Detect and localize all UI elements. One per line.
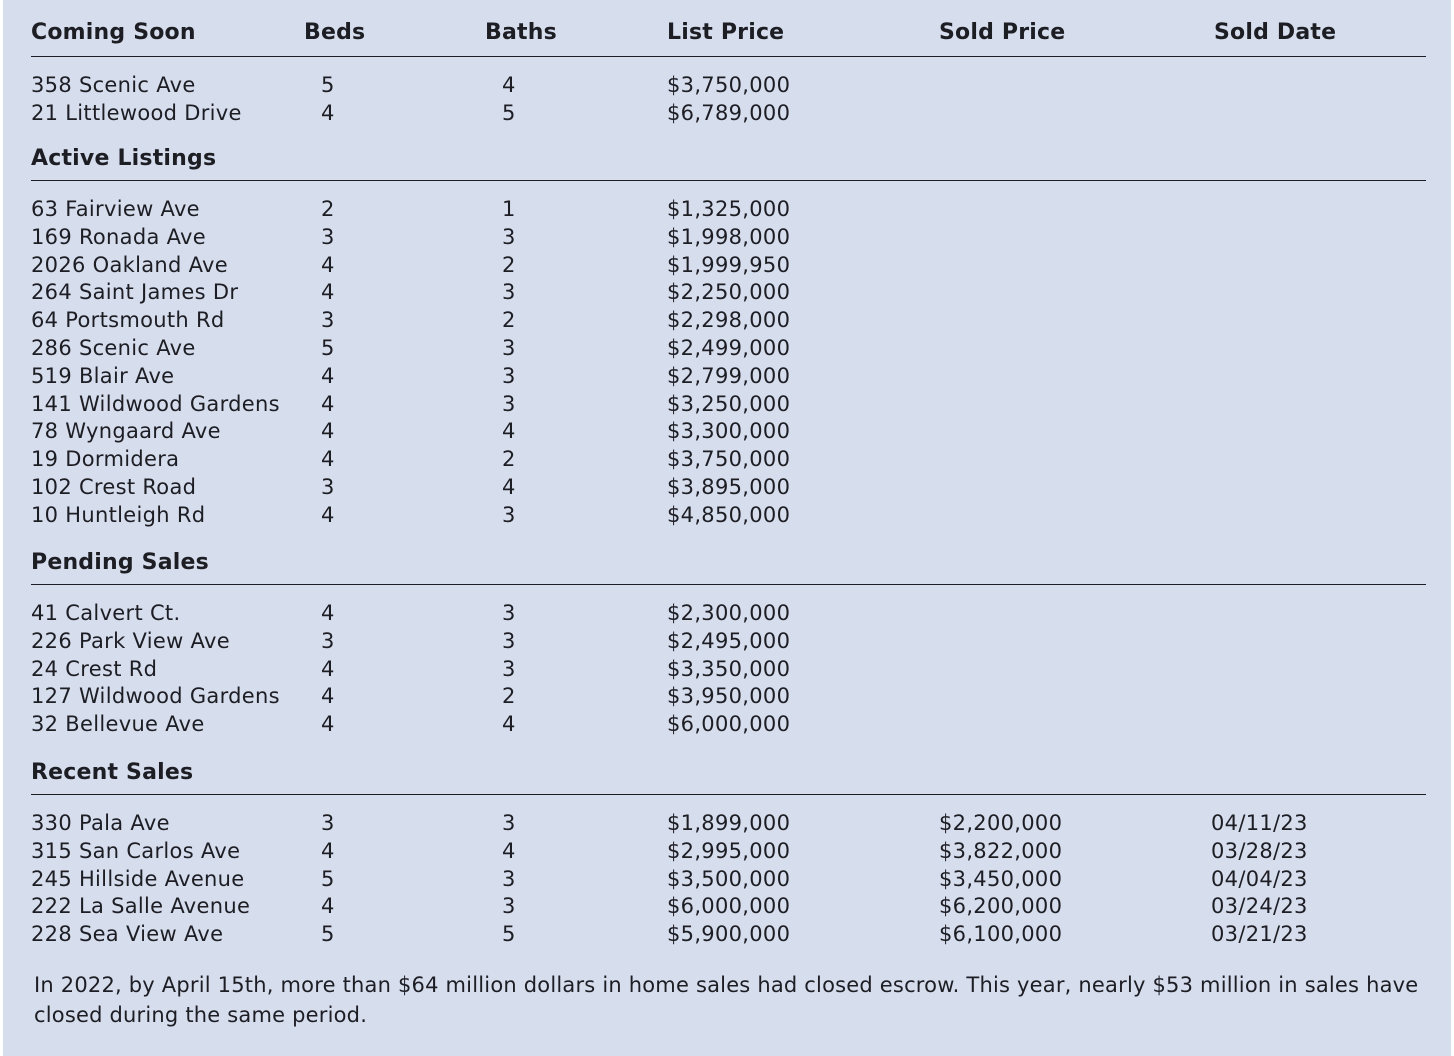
baths: 3 — [502, 628, 516, 653]
beds: 4 — [321, 502, 335, 527]
address: 21 Littlewood Drive — [31, 100, 242, 125]
address: 41 Calvert Ct. — [31, 601, 181, 625]
list-price: $3,300,000 — [667, 419, 791, 444]
section-pending-sales — [31, 548, 1426, 737]
list-price: $3,950,000 — [667, 684, 791, 709]
baths: 2 — [502, 684, 516, 709]
beds: 3 — [321, 628, 335, 653]
address: 78 Wyngaard Ave — [31, 419, 221, 444]
beds: 4 — [321, 712, 335, 737]
table-row — [31, 913, 1426, 947]
sold-price: $3,450,000 — [939, 866, 1063, 891]
table-row — [31, 620, 1426, 653]
list-price: $2,250,000 — [667, 280, 791, 305]
section-header — [31, 144, 1426, 181]
table-row — [31, 271, 1426, 305]
baths: 3 — [502, 280, 516, 305]
section-title: Pending Sales — [31, 550, 209, 575]
baths: 5 — [502, 922, 516, 947]
beds: 4 — [321, 363, 335, 388]
list-price: $3,500,000 — [667, 866, 791, 891]
column-header-list-price: List Price — [667, 20, 785, 45]
beds: 5 — [321, 73, 335, 97]
beds: 4 — [321, 838, 335, 863]
address: 24 Crest Rd — [31, 656, 158, 681]
section-title: Active Listings — [31, 146, 217, 171]
sold-price: $6,200,000 — [939, 894, 1063, 919]
baths: 3 — [502, 866, 516, 891]
beds: 4 — [321, 280, 335, 305]
address: 102 Crest Road — [31, 474, 197, 499]
address: 32 Bellevue Ave — [31, 712, 205, 737]
address: 226 Park View Ave — [31, 628, 230, 653]
baths: 3 — [502, 601, 516, 625]
sold-date: 03/24/23 — [1211, 894, 1308, 919]
baths: 3 — [502, 502, 516, 527]
table-row — [31, 648, 1426, 681]
address: 169 Ronada Ave — [31, 224, 206, 249]
table-row — [31, 410, 1426, 444]
list-price: $3,750,000 — [667, 73, 791, 97]
column-header-sold-price: Sold Price — [939, 20, 1066, 45]
beds: 4 — [321, 447, 335, 472]
column-header-baths: Baths — [485, 20, 557, 45]
address: 2026 Oakland Ave — [31, 252, 228, 277]
table-row — [31, 858, 1426, 891]
beds: 3 — [321, 811, 335, 835]
sold-price: $6,100,000 — [939, 922, 1063, 947]
address: 19 Dormidera — [31, 447, 180, 472]
table-row — [31, 188, 1426, 221]
list-price: $1,899,000 — [667, 811, 791, 835]
listings-panel — [3, 0, 1451, 1056]
beds: 5 — [321, 866, 335, 891]
table-row — [31, 675, 1426, 709]
baths: 4 — [502, 474, 516, 499]
address: 264 Saint James Dr — [31, 280, 239, 305]
column-header-sold-date: Sold Date — [1214, 20, 1337, 45]
baths: 1 — [502, 197, 516, 221]
baths: 3 — [502, 363, 516, 388]
list-price: $5,900,000 — [667, 922, 791, 947]
address: 519 Blair Ave — [31, 363, 175, 388]
list-price: $2,799,000 — [667, 363, 791, 388]
table-row — [31, 327, 1426, 360]
section-header — [31, 548, 1426, 585]
list-price: $2,300,000 — [667, 601, 791, 625]
list-price: $2,995,000 — [667, 838, 791, 863]
beds: 4 — [321, 656, 335, 681]
section-rows — [31, 585, 1426, 737]
table-row — [31, 703, 1426, 737]
beds: 4 — [321, 391, 335, 416]
table-row — [31, 830, 1426, 863]
list-price: $2,298,000 — [667, 308, 791, 333]
list-price: $6,000,000 — [667, 894, 791, 919]
baths: 2 — [502, 308, 516, 333]
table-row — [31, 592, 1426, 625]
table-row — [31, 438, 1426, 472]
address: 358 Scenic Ave — [31, 73, 196, 97]
baths: 3 — [502, 335, 516, 360]
sold-date: 03/28/23 — [1211, 838, 1308, 863]
address: 286 Scenic Ave — [31, 335, 196, 360]
section-title: Coming Soon — [31, 20, 196, 45]
list-price: $1,998,000 — [667, 224, 791, 249]
summary-footnote: In 2022, by April 15th, more than $64 million dollars in home sales had closed escrow. This year, nearly $53 million in sales have closed during the same period. — [34, 973, 1419, 1027]
address: 222 La Salle Avenue — [31, 894, 251, 919]
list-price: $3,895,000 — [667, 474, 791, 499]
baths: 5 — [502, 100, 516, 125]
address: 245 Hillside Avenue — [31, 866, 245, 891]
address: 315 San Carlos Ave — [31, 838, 241, 863]
sold-price: $2,200,000 — [939, 811, 1063, 835]
address: 127 Wildwood Gardens — [31, 684, 280, 709]
table-row — [31, 299, 1426, 333]
baths: 2 — [502, 252, 516, 277]
baths: 3 — [502, 656, 516, 681]
section-rows — [31, 795, 1426, 947]
section-coming-soon — [31, 20, 1426, 125]
address: 141 Wildwood Gardens — [31, 391, 280, 416]
baths: 4 — [502, 712, 516, 737]
sold-date: 04/04/23 — [1211, 866, 1308, 891]
list-price: $3,750,000 — [667, 447, 791, 472]
address: 10 Huntleigh Rd — [31, 502, 206, 527]
list-price: $6,789,000 — [667, 100, 791, 125]
section-header — [31, 20, 1426, 57]
baths: 2 — [502, 447, 516, 472]
baths: 4 — [502, 73, 516, 97]
beds: 3 — [321, 308, 335, 333]
table-row — [31, 466, 1426, 499]
baths: 3 — [502, 811, 516, 835]
beds: 4 — [321, 894, 335, 919]
beds: 5 — [321, 922, 335, 947]
beds: 5 — [321, 335, 335, 360]
table-row — [31, 244, 1426, 277]
beds: 4 — [321, 100, 335, 125]
section-rows — [31, 57, 1426, 125]
address: 330 Pala Ave — [31, 811, 170, 835]
table-row — [31, 355, 1426, 388]
list-price: $1,325,000 — [667, 197, 791, 221]
table-row — [31, 802, 1426, 835]
table-row — [31, 494, 1426, 527]
list-price: $6,000,000 — [667, 712, 791, 737]
beds: 4 — [321, 684, 335, 709]
sold-price: $3,822,000 — [939, 838, 1063, 863]
list-price: $3,350,000 — [667, 656, 791, 681]
sold-date: 04/11/23 — [1211, 811, 1308, 835]
list-price: $2,499,000 — [667, 335, 791, 360]
list-price: $2,495,000 — [667, 628, 791, 653]
address: 63 Fairview Ave — [31, 197, 200, 221]
section-title: Recent Sales — [31, 760, 194, 785]
beds: 4 — [321, 419, 335, 444]
table-row — [31, 383, 1426, 416]
baths: 4 — [502, 838, 516, 863]
table-row — [31, 64, 1426, 97]
address: 228 Sea View Ave — [31, 922, 224, 947]
section-rows — [31, 181, 1426, 527]
baths: 3 — [502, 224, 516, 249]
baths: 3 — [502, 894, 516, 919]
beds: 4 — [321, 252, 335, 277]
beds: 3 — [321, 474, 335, 499]
address: 64 Portsmouth Rd — [31, 308, 225, 333]
table-row — [31, 885, 1426, 919]
beds: 4 — [321, 601, 335, 625]
sold-date: 03/21/23 — [1211, 922, 1308, 947]
baths: 3 — [502, 391, 516, 416]
section-active-listings — [31, 144, 1426, 527]
section-recent-sales — [31, 758, 1426, 947]
list-price: $1,999,950 — [667, 252, 791, 277]
beds: 2 — [321, 197, 335, 221]
beds: 3 — [321, 224, 335, 249]
baths: 4 — [502, 419, 516, 444]
list-price: $4,850,000 — [667, 502, 791, 527]
table-row — [31, 92, 1426, 125]
section-header — [31, 758, 1426, 795]
table-row — [31, 216, 1426, 249]
list-price: $3,250,000 — [667, 391, 791, 416]
column-header-beds: Beds — [304, 20, 366, 45]
